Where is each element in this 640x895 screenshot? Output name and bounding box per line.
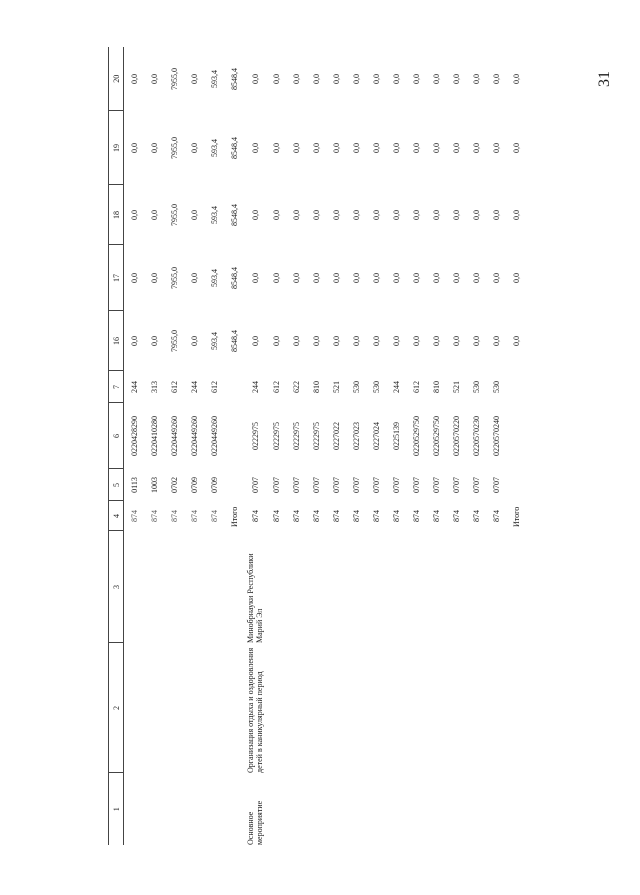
- empty-cell: [144, 773, 164, 845]
- grbs-cell: 874: [271, 510, 281, 522]
- table-row: [426, 47, 446, 845]
- csr-cell: 0227022: [331, 422, 341, 450]
- vr-cell: 530: [471, 381, 481, 393]
- total-label: Итого: [229, 506, 239, 527]
- csr-cell: 0220570230: [471, 416, 481, 456]
- vr-cell: 612: [209, 381, 219, 393]
- rzpr-cell: 0709: [189, 477, 199, 493]
- amount-cell: 0,0: [471, 210, 481, 220]
- amount-cell: 0,0: [250, 210, 260, 220]
- amount-cell: 0,0: [471, 74, 481, 84]
- header-cell: 5: [109, 469, 124, 501]
- amount-cell: 0,0: [451, 210, 461, 220]
- amount-cell: 0,0: [471, 143, 481, 153]
- total-amount-cell: 8548,4: [229, 267, 239, 289]
- empty-cell: [466, 773, 486, 845]
- amount-cell: 7955,0: [169, 68, 179, 90]
- grbs-cell: 874: [291, 510, 301, 522]
- empty-cell: [486, 643, 506, 773]
- empty-cell: [406, 643, 426, 773]
- amount-cell: 0,0: [291, 210, 301, 220]
- vr-cell: 244: [189, 381, 199, 393]
- total-amount-cell: 0,0: [511, 74, 521, 84]
- empty-cell: [204, 773, 224, 845]
- amount-cell: 0,0: [129, 336, 139, 346]
- table-row: [326, 47, 346, 845]
- empty-cell: [204, 643, 224, 773]
- csr-cell: 0222975: [250, 422, 260, 450]
- amount-cell: 0,0: [451, 273, 461, 283]
- empty-cell: [406, 531, 426, 643]
- rzpr-cell: 0707: [391, 477, 401, 493]
- amount-cell: 0,0: [371, 336, 381, 346]
- rzpr-cell: 0707: [331, 477, 341, 493]
- amount-cell: 0,0: [149, 273, 159, 283]
- table-row: [144, 47, 164, 845]
- grbs-cell: 874: [189, 510, 199, 522]
- csr-cell: 0220449260: [169, 416, 179, 456]
- empty-cell: [406, 773, 426, 845]
- main-event-name: Организация отдыха и оздоровления детей в каникулярный период: [246, 647, 264, 773]
- amount-cell: 0,0: [271, 273, 281, 283]
- amount-cell: 0,0: [351, 273, 361, 283]
- amount-cell: 0,0: [291, 336, 301, 346]
- rzpr-cell: 0707: [371, 477, 381, 493]
- amount-cell: 0,0: [189, 210, 199, 220]
- amount-cell: 0,0: [491, 273, 501, 283]
- table-row: [244, 47, 266, 845]
- empty-cell: [124, 773, 145, 845]
- amount-cell: 0,0: [451, 336, 461, 346]
- csr-cell: 0220570240: [491, 416, 501, 456]
- grbs-cell: 874: [371, 510, 381, 522]
- empty-cell: [486, 531, 506, 643]
- amount-cell: 0,0: [411, 74, 421, 84]
- empty-cell: [306, 643, 326, 773]
- table-row: [184, 47, 204, 845]
- total-amount-cell: 0,0: [511, 210, 521, 220]
- grbs-cell: 874: [471, 510, 481, 522]
- amount-cell: 0,0: [189, 74, 199, 84]
- amount-cell: 0,0: [331, 210, 341, 220]
- amount-cell: 0,0: [129, 74, 139, 84]
- amount-cell: 0,0: [371, 143, 381, 153]
- rzpr-cell: 0707: [271, 477, 281, 493]
- grbs-cell: 874: [169, 510, 179, 522]
- empty-cell: [306, 773, 326, 845]
- empty-cell: [224, 643, 244, 773]
- empty-cell: [286, 773, 306, 845]
- empty-cell: [144, 531, 164, 643]
- amount-cell: 0,0: [149, 210, 159, 220]
- empty-cell: [466, 531, 486, 643]
- empty-cell: [164, 531, 184, 643]
- amount-cell: 0,0: [431, 273, 441, 283]
- rzpr-cell: 0707: [491, 477, 501, 493]
- rzpr-cell: 0707: [291, 477, 301, 493]
- empty-cell: [346, 773, 366, 845]
- rzpr-cell: 0707: [351, 477, 361, 493]
- vr-cell: 313: [149, 381, 159, 393]
- amount-cell: 7955,0: [169, 137, 179, 159]
- header-cell: 19: [109, 111, 124, 185]
- amount-cell: 0,0: [271, 74, 281, 84]
- table-row: [266, 47, 286, 845]
- vr-cell: 622: [291, 381, 301, 393]
- empty-cell: [326, 531, 346, 643]
- vr-cell: 521: [331, 381, 341, 393]
- csr-cell: 0227023: [351, 422, 361, 450]
- budget-table: [108, 47, 526, 845]
- table-row: [366, 47, 386, 845]
- amount-cell: 0,0: [431, 143, 441, 153]
- amount-cell: 0,0: [471, 273, 481, 283]
- amount-cell: 0,0: [291, 74, 301, 84]
- table-row: [406, 47, 426, 845]
- amount-cell: 0,0: [331, 336, 341, 346]
- amount-cell: 0,0: [149, 336, 159, 346]
- amount-cell: 0,0: [411, 210, 421, 220]
- amount-cell: 0,0: [250, 143, 260, 153]
- empty-cell: [426, 531, 446, 643]
- vr-cell: 244: [391, 381, 401, 393]
- amount-cell: 7955,0: [169, 330, 179, 352]
- amount-cell: 0,0: [351, 74, 361, 84]
- amount-cell: 0,0: [271, 210, 281, 220]
- amount-cell: 0,0: [189, 143, 199, 153]
- amount-cell: 0,0: [149, 143, 159, 153]
- grbs-cell: 874: [250, 510, 260, 522]
- csr-cell: 0222975: [271, 422, 281, 450]
- amount-cell: 0,0: [491, 210, 501, 220]
- vr-cell: 530: [371, 381, 381, 393]
- main-event-type: Основное мероприятие: [246, 800, 264, 845]
- vr-cell: 244: [129, 381, 139, 393]
- empty-cell: [164, 643, 184, 773]
- empty-cell: [286, 531, 306, 643]
- rzpr-cell: 0702: [169, 477, 179, 493]
- empty-cell: [124, 643, 145, 773]
- total-amount-cell: 0,0: [511, 273, 521, 283]
- amount-cell: 0,0: [351, 143, 361, 153]
- empty-cell: [184, 773, 204, 845]
- empty-cell: [366, 773, 386, 845]
- amount-cell: 0,0: [431, 210, 441, 220]
- main-event-executor: Минобрнауки Республики Марий Эл: [246, 553, 264, 643]
- amount-cell: 0,0: [291, 273, 301, 283]
- vr-cell: 810: [311, 381, 321, 393]
- empty-cell: [346, 643, 366, 773]
- empty-cell: [446, 531, 466, 643]
- csr-cell: 0220529750: [431, 416, 441, 456]
- header-cell: 20: [109, 47, 124, 111]
- rzpr-cell: 1003: [149, 477, 159, 493]
- header-cell: 6: [109, 403, 124, 469]
- amount-cell: 0,0: [391, 210, 401, 220]
- table-row: [466, 47, 486, 845]
- vr-cell: 612: [271, 381, 281, 393]
- empty-cell: [386, 643, 406, 773]
- amount-cell: 7955,0: [169, 204, 179, 226]
- amount-cell: 0,0: [371, 273, 381, 283]
- amount-cell: 0,0: [149, 74, 159, 84]
- total-row: [506, 47, 526, 845]
- empty-cell: [426, 773, 446, 845]
- empty-cell: [224, 773, 244, 845]
- total-amount-cell: 8548,4: [229, 330, 239, 352]
- header-cell: 18: [109, 185, 124, 245]
- vr-cell: 530: [351, 381, 361, 393]
- header-cell: 4: [109, 501, 124, 531]
- empty-cell: [506, 531, 526, 643]
- empty-cell: [426, 643, 446, 773]
- amount-cell: 0,0: [451, 74, 461, 84]
- amount-cell: 0,0: [371, 210, 381, 220]
- amount-cell: 0,0: [351, 336, 361, 346]
- rzpr-cell: 0707: [311, 477, 321, 493]
- csr-cell: 0220529750: [411, 416, 421, 456]
- table-row: [164, 47, 184, 845]
- page-number: 31: [596, 71, 613, 87]
- vr-cell: 521: [451, 381, 461, 393]
- empty-cell: [164, 773, 184, 845]
- empty-cell: [386, 773, 406, 845]
- empty-cell: [366, 643, 386, 773]
- empty-cell: [184, 531, 204, 643]
- empty-cell: [506, 643, 526, 773]
- amount-cell: 0,0: [391, 336, 401, 346]
- csr-cell: 0220428290: [129, 416, 139, 456]
- total-label: Итого: [511, 506, 521, 527]
- amount-cell: 593,4: [209, 332, 219, 350]
- vr-cell: 612: [411, 381, 421, 393]
- amount-cell: 0,0: [271, 336, 281, 346]
- grbs-cell: 874: [129, 510, 139, 522]
- amount-cell: 0,0: [331, 273, 341, 283]
- total-amount-cell: 8548,4: [229, 204, 239, 226]
- amount-cell: 0,0: [391, 143, 401, 153]
- header-cell: 17: [109, 245, 124, 311]
- amount-cell: 593,4: [209, 206, 219, 224]
- table-row: [486, 47, 506, 845]
- header-cell: 7: [109, 371, 124, 403]
- header-row: [109, 47, 124, 845]
- amount-cell: 0,0: [250, 336, 260, 346]
- amount-cell: 0,0: [491, 336, 501, 346]
- rzpr-cell: 0113: [129, 477, 139, 493]
- amount-cell: 0,0: [311, 210, 321, 220]
- csr-cell: 0220410280: [149, 416, 159, 456]
- amount-cell: 0,0: [189, 336, 199, 346]
- amount-cell: 0,0: [250, 74, 260, 84]
- header-cell: 2: [109, 643, 124, 773]
- vr-cell: 810: [431, 381, 441, 393]
- total-amount-cell: 0,0: [511, 143, 521, 153]
- vr-cell: 612: [169, 381, 179, 393]
- header-cell: 16: [109, 311, 124, 371]
- empty-cell: [266, 773, 286, 845]
- csr-cell: 0222975: [291, 422, 301, 450]
- amount-cell: 0,0: [411, 143, 421, 153]
- empty-cell: [326, 643, 346, 773]
- amount-cell: 593,4: [209, 139, 219, 157]
- csr-cell: 0220449260: [209, 416, 219, 456]
- grbs-cell: 874: [149, 510, 159, 522]
- amount-cell: 0,0: [451, 143, 461, 153]
- amount-cell: 0,0: [291, 143, 301, 153]
- grbs-cell: 874: [391, 510, 401, 522]
- amount-cell: 0,0: [471, 336, 481, 346]
- vr-cell: 530: [491, 381, 501, 393]
- amount-cell: 0,0: [391, 74, 401, 84]
- empty-cell: [386, 531, 406, 643]
- amount-cell: 0,0: [311, 336, 321, 346]
- rzpr-cell: 0707: [451, 477, 461, 493]
- total-amount-cell: 8548,4: [229, 137, 239, 159]
- empty-cell: [466, 643, 486, 773]
- grbs-cell: 874: [451, 510, 461, 522]
- csr-cell: 0225139: [391, 422, 401, 450]
- csr-cell: 0220570220: [451, 416, 461, 456]
- amount-cell: 0,0: [411, 336, 421, 346]
- empty-cell: [204, 531, 224, 643]
- amount-cell: 0,0: [311, 273, 321, 283]
- amount-cell: 0,0: [391, 273, 401, 283]
- amount-cell: 0,0: [351, 210, 361, 220]
- empty-cell: [506, 773, 526, 845]
- table-row: [124, 47, 145, 845]
- empty-cell: [266, 643, 286, 773]
- amount-cell: 0,0: [411, 273, 421, 283]
- empty-cell: [446, 773, 466, 845]
- amount-cell: 0,0: [129, 210, 139, 220]
- amount-cell: 0,0: [271, 143, 281, 153]
- empty-cell: [446, 643, 466, 773]
- csr-cell: 0227024: [371, 422, 381, 450]
- amount-cell: 0,0: [129, 143, 139, 153]
- grbs-cell: 874: [411, 510, 421, 522]
- empty-cell: [306, 531, 326, 643]
- rzpr-cell: 0707: [411, 477, 421, 493]
- amount-cell: 0,0: [331, 143, 341, 153]
- amount-cell: 0,0: [331, 74, 341, 84]
- csr-cell: 0222975: [311, 422, 321, 450]
- amount-cell: 0,0: [371, 74, 381, 84]
- amount-cell: 593,4: [209, 70, 219, 88]
- header-cell: 3: [109, 531, 124, 643]
- empty-cell: [124, 531, 145, 643]
- rzpr-cell: 0707: [250, 477, 260, 493]
- rzpr-cell: 0709: [209, 477, 219, 493]
- total-row: [224, 47, 244, 845]
- table-row: [386, 47, 406, 845]
- empty-cell: [144, 643, 164, 773]
- amount-cell: 0,0: [491, 143, 501, 153]
- empty-cell: [346, 531, 366, 643]
- amount-cell: 0,0: [189, 273, 199, 283]
- rzpr-cell: 0707: [431, 477, 441, 493]
- empty-cell: [366, 531, 386, 643]
- grbs-cell: 874: [311, 510, 321, 522]
- grbs-cell: 874: [431, 510, 441, 522]
- amount-cell: 0,0: [311, 74, 321, 84]
- vr-cell: 244: [250, 381, 260, 393]
- amount-cell: 0,0: [129, 273, 139, 283]
- rzpr-cell: 0707: [471, 477, 481, 493]
- table-row: [446, 47, 466, 845]
- amount-cell: 0,0: [311, 143, 321, 153]
- amount-cell: 0,0: [250, 273, 260, 283]
- amount-cell: 7955,0: [169, 267, 179, 289]
- empty-cell: [286, 643, 306, 773]
- table-row: [204, 47, 224, 845]
- empty-cell: [486, 773, 506, 845]
- table-row: [346, 47, 366, 845]
- table-row: [286, 47, 306, 845]
- grbs-cell: 874: [209, 510, 219, 522]
- amount-cell: 593,4: [209, 269, 219, 287]
- csr-cell: 0220449260: [189, 416, 199, 456]
- grbs-cell: 874: [351, 510, 361, 522]
- grbs-cell: 874: [331, 510, 341, 522]
- grbs-cell: 874: [491, 510, 501, 522]
- empty-cell: [266, 531, 286, 643]
- total-amount-cell: 8548,4: [229, 68, 239, 90]
- empty-cell: [224, 531, 244, 643]
- empty-cell: [326, 773, 346, 845]
- empty-cell: [184, 643, 204, 773]
- total-amount-cell: 0,0: [511, 336, 521, 346]
- table-row: [306, 47, 326, 845]
- amount-cell: 0,0: [491, 74, 501, 84]
- header-cell: 1: [109, 773, 124, 845]
- amount-cell: 0,0: [431, 74, 441, 84]
- amount-cell: 0,0: [431, 336, 441, 346]
